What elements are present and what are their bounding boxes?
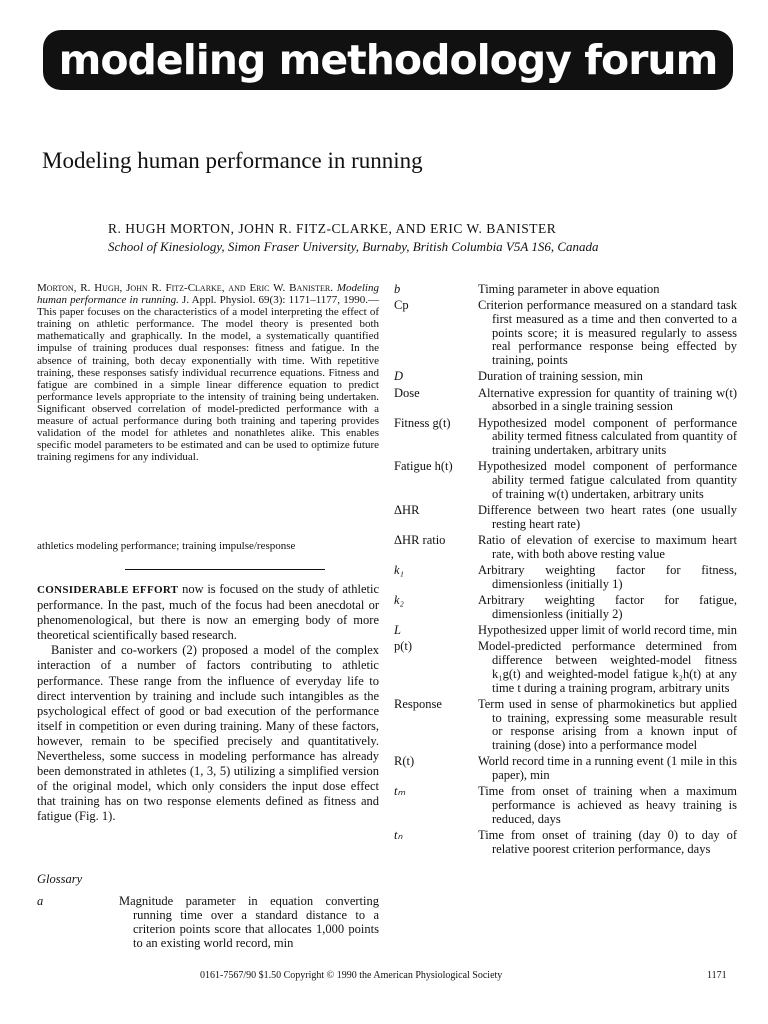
glossary-definition: World record time in a running event (1 mile in this paper), min <box>478 754 737 782</box>
section-divider <box>125 569 325 570</box>
glossary-definition: Time from onset of training when a maximum performance is achieved as heavy training is reduced, days <box>478 784 737 826</box>
glossary-definition: Magnitude parameter in equation converting running time over a standard distance to a criterion points score that allocates 1,000 points to an existing world record, min <box>119 894 379 950</box>
glossary-definition: Term used in sense of pharmokinetics but applied to training, expressing some measurable result or response arising from a known input of training (dose) into a performance model <box>478 696 737 752</box>
glossary-heading: Glossary <box>37 872 83 886</box>
glossary-term: k₂ <box>394 593 404 608</box>
intro-p1-text: now is focused on the study of athletic performance. In the past, much of the focus had been anecdotal or phenomenological, but there is now an emerging body of more theoretical scientifically based research. <box>37 582 380 643</box>
glossary-term: b <box>394 282 401 296</box>
glossary-term: Cp <box>394 298 409 313</box>
glossary-entry <box>394 387 737 414</box>
abstract <box>37 282 379 463</box>
glossary-definition: Criterion performance measured on a standard task first measured as a time and then converted to a points score; it is measured regularly to assess real performance response being effected by training, points <box>478 298 737 368</box>
author-list: R. HUGH MORTON, JOHN R. FITZ-CLARKE, AND ERIC W. BANISTER <box>108 221 557 236</box>
glossary-definition: Ratio of elevation of exercise to maximum heart rate, with both above resting value <box>478 533 737 561</box>
glossary-term: Response <box>394 696 442 711</box>
glossary-term: ΔHR <box>394 503 420 518</box>
glossary-definition: Time from onset of training (day 0) to day of relative poorest criterion performance, days <box>478 827 737 856</box>
glossary-entry <box>394 785 737 826</box>
glossary-definition: Arbitrary weighting factor for fitness, dimensionless (initially 1) <box>478 563 737 591</box>
glossary-entry <box>394 299 737 368</box>
glossary-term: Fatigue h(t) <box>394 459 453 474</box>
glossary-entry <box>394 755 737 782</box>
abstract-citation: J. Appl. Physiol. 69(3): 1171–1177, 1990.— <box>182 294 379 307</box>
glossary-entry <box>394 698 737 753</box>
page-number: 1171 <box>707 970 727 981</box>
glossary-term: R(t) <box>394 754 415 769</box>
glossary-definition: Arbitrary weighting factor for fatigue, dimensionless (initially 2) <box>478 593 737 621</box>
keywords: athletics modeling performance; training impulse/response <box>37 540 296 552</box>
journal-banner: modeling methodology forum <box>43 30 733 90</box>
glossary-term: p(t) <box>394 639 413 654</box>
glossary-definition: Model-predicted performance determined from difference between weighted-model fitness k₁g(t) and weighted-model fatigue k₂h(t) at any time t during a training program, arbitrary units <box>478 639 737 695</box>
abstract-text: This paper focuses on the characteristics of a model interpreting the effect of training on athletic performance. The model theory is presented both mathematically and graphically. In the model, a systematically quantified impulse of training produces dual responses: fitness and fatigue. In the absence of training, both decay exponentially with time. With repetitive training, these responses satisfy individual recurrence equations. Fitness and fatigue are combined in a simple linear difference equation to predict performance levels appropriate to the intensity of training being undertaken. Significant observed correlation of model-predicted performance with a measure of actual performance during both training and tapering provides validation of the model for athletes and nonathletes alike. This enables specific model parameters to be estimated and can be used to optimize future training regimens for any individual. <box>37 306 379 464</box>
article-title: Modeling human performance in running <box>42 148 423 173</box>
glossary-term: a <box>37 894 44 908</box>
introduction <box>37 582 379 825</box>
glossary-entry <box>394 624 737 638</box>
glossary-entry <box>394 504 737 531</box>
glossary-definition: Difference between two heart rates (one usually resting heart rate) <box>478 503 737 531</box>
copyright-footer: 0161-7567/90 $1.50 Copyright © 1990 the American Physiological Society <box>200 970 503 981</box>
glossary-entry <box>394 283 737 297</box>
glossary-term: L <box>394 623 401 638</box>
glossary-term: D <box>394 369 404 384</box>
glossary-definition: Hypothesized model component of performance ability termed fitness calculated from quantity of training undertaken, arbitrary units <box>478 415 737 458</box>
glossary-definition: Hypothesized upper limit of world record time, min <box>478 623 737 638</box>
intro-paragraph-2: Banister and co-workers (2) proposed a model of the complex interaction of a number of factors contributing to athletic performance. These range from the influence of everyday life to direct intervention by training and include such intangibles as the psychological effect of good or bad execution of the performance itself in competition or even during training. Many of these factors, however, remain to be specified precisely and quantitatively. Nevertheless, some success in modeling performance has already been demonstrated in athletes (1, 3, 5) utilizing a simplified version of the original model, which only considers the input dose effect that training has on two response elements defined as fitness and fatigue (Fig. 1). <box>37 643 379 824</box>
glossary-definition: Duration of training session, min <box>478 369 643 384</box>
glossary-term: tₘ <box>394 784 406 799</box>
abstract-title: Modeling human performance in running. <box>37 282 379 307</box>
glossary-left <box>37 894 379 950</box>
glossary-definition: Timing parameter in above equation <box>478 282 660 296</box>
glossary-term: Dose <box>394 385 420 400</box>
glossary-entry <box>394 829 737 856</box>
intro-paragraph-1 <box>37 582 379 643</box>
glossary-entry <box>394 640 737 695</box>
glossary-entry <box>394 594 737 621</box>
glossary-entry <box>394 417 737 458</box>
glossary-term: k₁ <box>394 563 404 578</box>
abstract-authors: Morton, R. Hugh, John R. Fitz-Clarke, and Eric W. Banister. <box>37 282 333 294</box>
glossary-definition: Hypothesized model component of performance ability termed fatigue calculated from quantity of training w(t) undertaken, arbitrary units <box>478 459 737 501</box>
glossary-entry <box>394 564 737 591</box>
glossary-entry <box>394 460 737 501</box>
intro-lead: CONSIDERABLE EFFORT <box>37 584 179 596</box>
glossary-entry <box>37 894 379 950</box>
glossary-term: tₙ <box>394 827 403 842</box>
affiliation: School of Kinesiology, Simon Fraser University, Burnaby, British Columbia V5A 1S6, Canada <box>108 239 599 254</box>
glossary-term: ΔHR ratio <box>394 533 446 548</box>
glossary-definition: Alternative expression for quantity of training w(t) absorbed in a single training session <box>478 385 737 414</box>
glossary-entry <box>394 534 737 561</box>
glossary-right <box>394 283 737 859</box>
glossary-entry <box>394 370 737 384</box>
glossary-term: Fitness g(t) <box>394 415 451 430</box>
